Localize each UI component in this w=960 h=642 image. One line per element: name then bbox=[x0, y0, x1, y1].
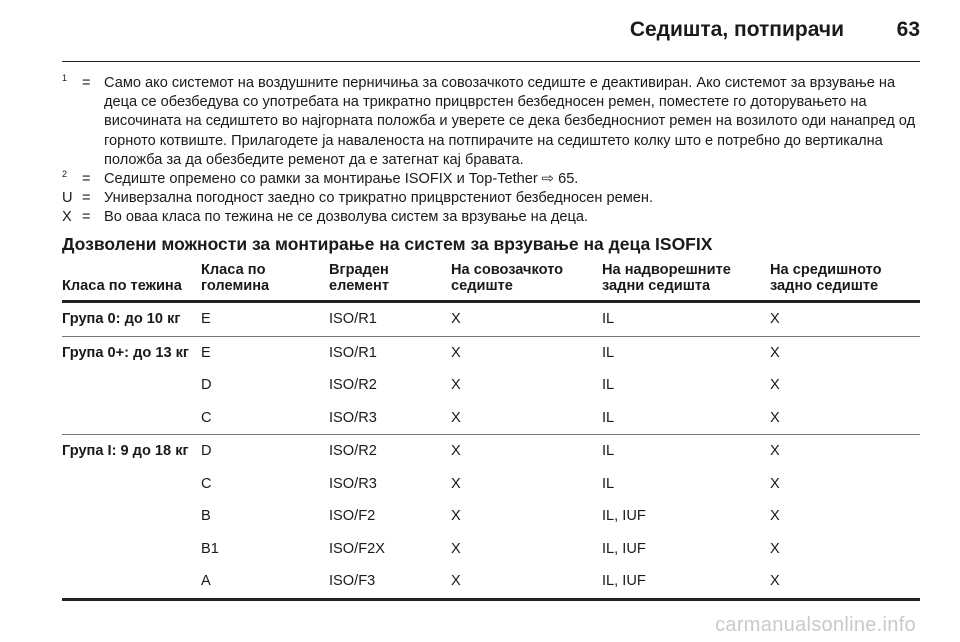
cell-size-class: B bbox=[201, 508, 211, 525]
footnote bbox=[62, 189, 920, 208]
footnote bbox=[62, 208, 920, 227]
cell-center-rear: X bbox=[770, 565, 920, 599]
cell-outer-rear: IL bbox=[602, 409, 615, 426]
col-header-center-rear: На средишното задно седиште bbox=[770, 262, 920, 302]
cell-size-class: E bbox=[201, 336, 329, 369]
cell-fixture: ISO/R1 bbox=[329, 336, 451, 369]
cell-size-class: E bbox=[201, 311, 211, 328]
footnote-key: 1 bbox=[62, 73, 68, 83]
cell-outer-rear: IL, IUF bbox=[602, 540, 646, 557]
table-row bbox=[62, 565, 920, 599]
table-row bbox=[62, 500, 920, 533]
col-header-front-passenger: На совозачкото седиште bbox=[451, 262, 602, 302]
cell-outer-rear: IL bbox=[602, 311, 615, 328]
cell-weight-class: Група 0+: до 13 кг bbox=[62, 336, 201, 369]
header-divider bbox=[62, 61, 920, 62]
cell-center-rear: X bbox=[770, 435, 920, 468]
table-row bbox=[62, 533, 920, 566]
cell-center-rear: X bbox=[770, 508, 780, 525]
footnote-equals: = bbox=[82, 209, 91, 226]
cell-center-rear: X bbox=[770, 475, 780, 492]
cell-weight-class bbox=[62, 402, 201, 435]
cell-weight-class bbox=[62, 500, 201, 533]
col-header-weight-class: Класа по тежина bbox=[62, 262, 201, 302]
cell-center-rear: X bbox=[770, 336, 920, 369]
cell-size-class: D bbox=[201, 377, 212, 394]
cell-front-passenger: X bbox=[451, 377, 461, 394]
cell-fixture: ISO/R3 bbox=[329, 475, 377, 492]
footnote-equals: = bbox=[82, 75, 91, 91]
table-row bbox=[62, 468, 920, 501]
footnote-key: 2 bbox=[62, 169, 68, 180]
footnote-text: Само ако системот на воздушните перничиња за совозачкото седиште е деактивиран. Ако системот за врзување на деца се обезбедува со употребата на трикратно прицврстен безбедносен ремен, поместете го доторувањето на височината на седиштето во најгорната положба и уверете се дека безбедносниот ремен на возилото оди нанапред од горното котвиште. Прилагодете ја наваленоста на потпирачите на седиштето колку што е потребно до вертикална положба за да обезбедите ременот да е затегнат кај бравата. bbox=[104, 75, 916, 168]
cell-size-class: B1 bbox=[201, 540, 219, 557]
cell-front-passenger: X bbox=[451, 475, 461, 492]
cell-center-rear: X bbox=[770, 409, 780, 426]
col-header-outer-rear: На надворешните задни седишта bbox=[602, 262, 770, 302]
cell-front-passenger: X bbox=[451, 540, 461, 557]
table-row bbox=[62, 302, 920, 337]
cell-fixture: ISO/R2 bbox=[329, 377, 377, 394]
page-header bbox=[62, 18, 920, 52]
cell-front-passenger: X bbox=[451, 311, 461, 328]
cell-outer-rear: IL bbox=[602, 377, 615, 394]
cell-fixture: ISO/R1 bbox=[329, 311, 377, 328]
cell-size-class: A bbox=[201, 565, 329, 599]
footnote-equals: = bbox=[82, 190, 91, 207]
cell-size-class: C bbox=[201, 409, 212, 426]
footnote bbox=[62, 74, 920, 170]
cell-weight-class: Група 0: до 10 кг bbox=[62, 311, 181, 328]
cell-outer-rear: IL, IUF bbox=[602, 565, 770, 599]
footnote-key: X bbox=[62, 209, 72, 226]
table-row bbox=[62, 435, 920, 468]
footnotes bbox=[62, 74, 920, 228]
cell-front-passenger: X bbox=[451, 409, 461, 426]
cell-weight-class bbox=[62, 565, 201, 599]
footnote-equals: = bbox=[82, 171, 91, 188]
cell-size-class: C bbox=[201, 475, 212, 492]
section-title: Дозволени можности за монтирање на систем за врзување на деца ISOFIX bbox=[62, 234, 713, 254]
cell-front-passenger: X bbox=[451, 435, 602, 468]
cell-center-rear: X bbox=[770, 311, 780, 328]
table-row bbox=[62, 369, 920, 402]
watermark: carmanualsonline.info bbox=[715, 614, 916, 636]
cell-fixture: ISO/R2 bbox=[329, 435, 451, 468]
table-header-row bbox=[62, 262, 920, 302]
cell-outer-rear: IL bbox=[602, 336, 770, 369]
cell-size-class: D bbox=[201, 435, 329, 468]
cell-front-passenger: X bbox=[451, 336, 602, 369]
page-title: Седишта, потпирачи bbox=[629, 18, 844, 41]
footnote-text: Во оваа класа по тежина не се дозволува систем за врзување на деца. bbox=[104, 209, 589, 226]
cell-fixture: ISO/F2X bbox=[329, 540, 385, 557]
col-header-fixture: Вграден елемент bbox=[329, 262, 451, 302]
cell-weight-class bbox=[62, 468, 201, 501]
cell-outer-rear: IL, IUF bbox=[602, 508, 646, 525]
cell-center-rear: X bbox=[770, 377, 780, 394]
table-row bbox=[62, 402, 920, 435]
footnote-text: Универзална погодност заедно со трикратно прицврстениот безбедносен ремен. bbox=[104, 190, 654, 207]
footnote-text: Седиште опремено со рамки за монтирање ISOFIX и Top-Tether ⇨ 65. bbox=[104, 171, 579, 188]
cell-fixture: ISO/F3 bbox=[329, 565, 451, 599]
table-row bbox=[62, 336, 920, 369]
cell-weight-class bbox=[62, 533, 201, 566]
cell-center-rear: X bbox=[770, 540, 780, 557]
footnote bbox=[62, 170, 920, 189]
cell-front-passenger: X bbox=[451, 508, 461, 525]
footnote-key: U bbox=[62, 190, 73, 207]
cell-fixture: ISO/R3 bbox=[329, 409, 377, 426]
cell-front-passenger: X bbox=[451, 565, 602, 599]
cell-weight-class: Група I: 9 до 18 кг bbox=[62, 435, 201, 468]
isofix-table bbox=[62, 262, 920, 601]
cell-outer-rear: IL bbox=[602, 475, 615, 492]
page-number: 63 bbox=[896, 18, 920, 41]
cell-outer-rear: IL bbox=[602, 435, 770, 468]
cell-fixture: ISO/F2 bbox=[329, 508, 376, 525]
col-header-size-class: Класа по големина bbox=[201, 262, 329, 302]
cell-weight-class bbox=[62, 369, 201, 402]
